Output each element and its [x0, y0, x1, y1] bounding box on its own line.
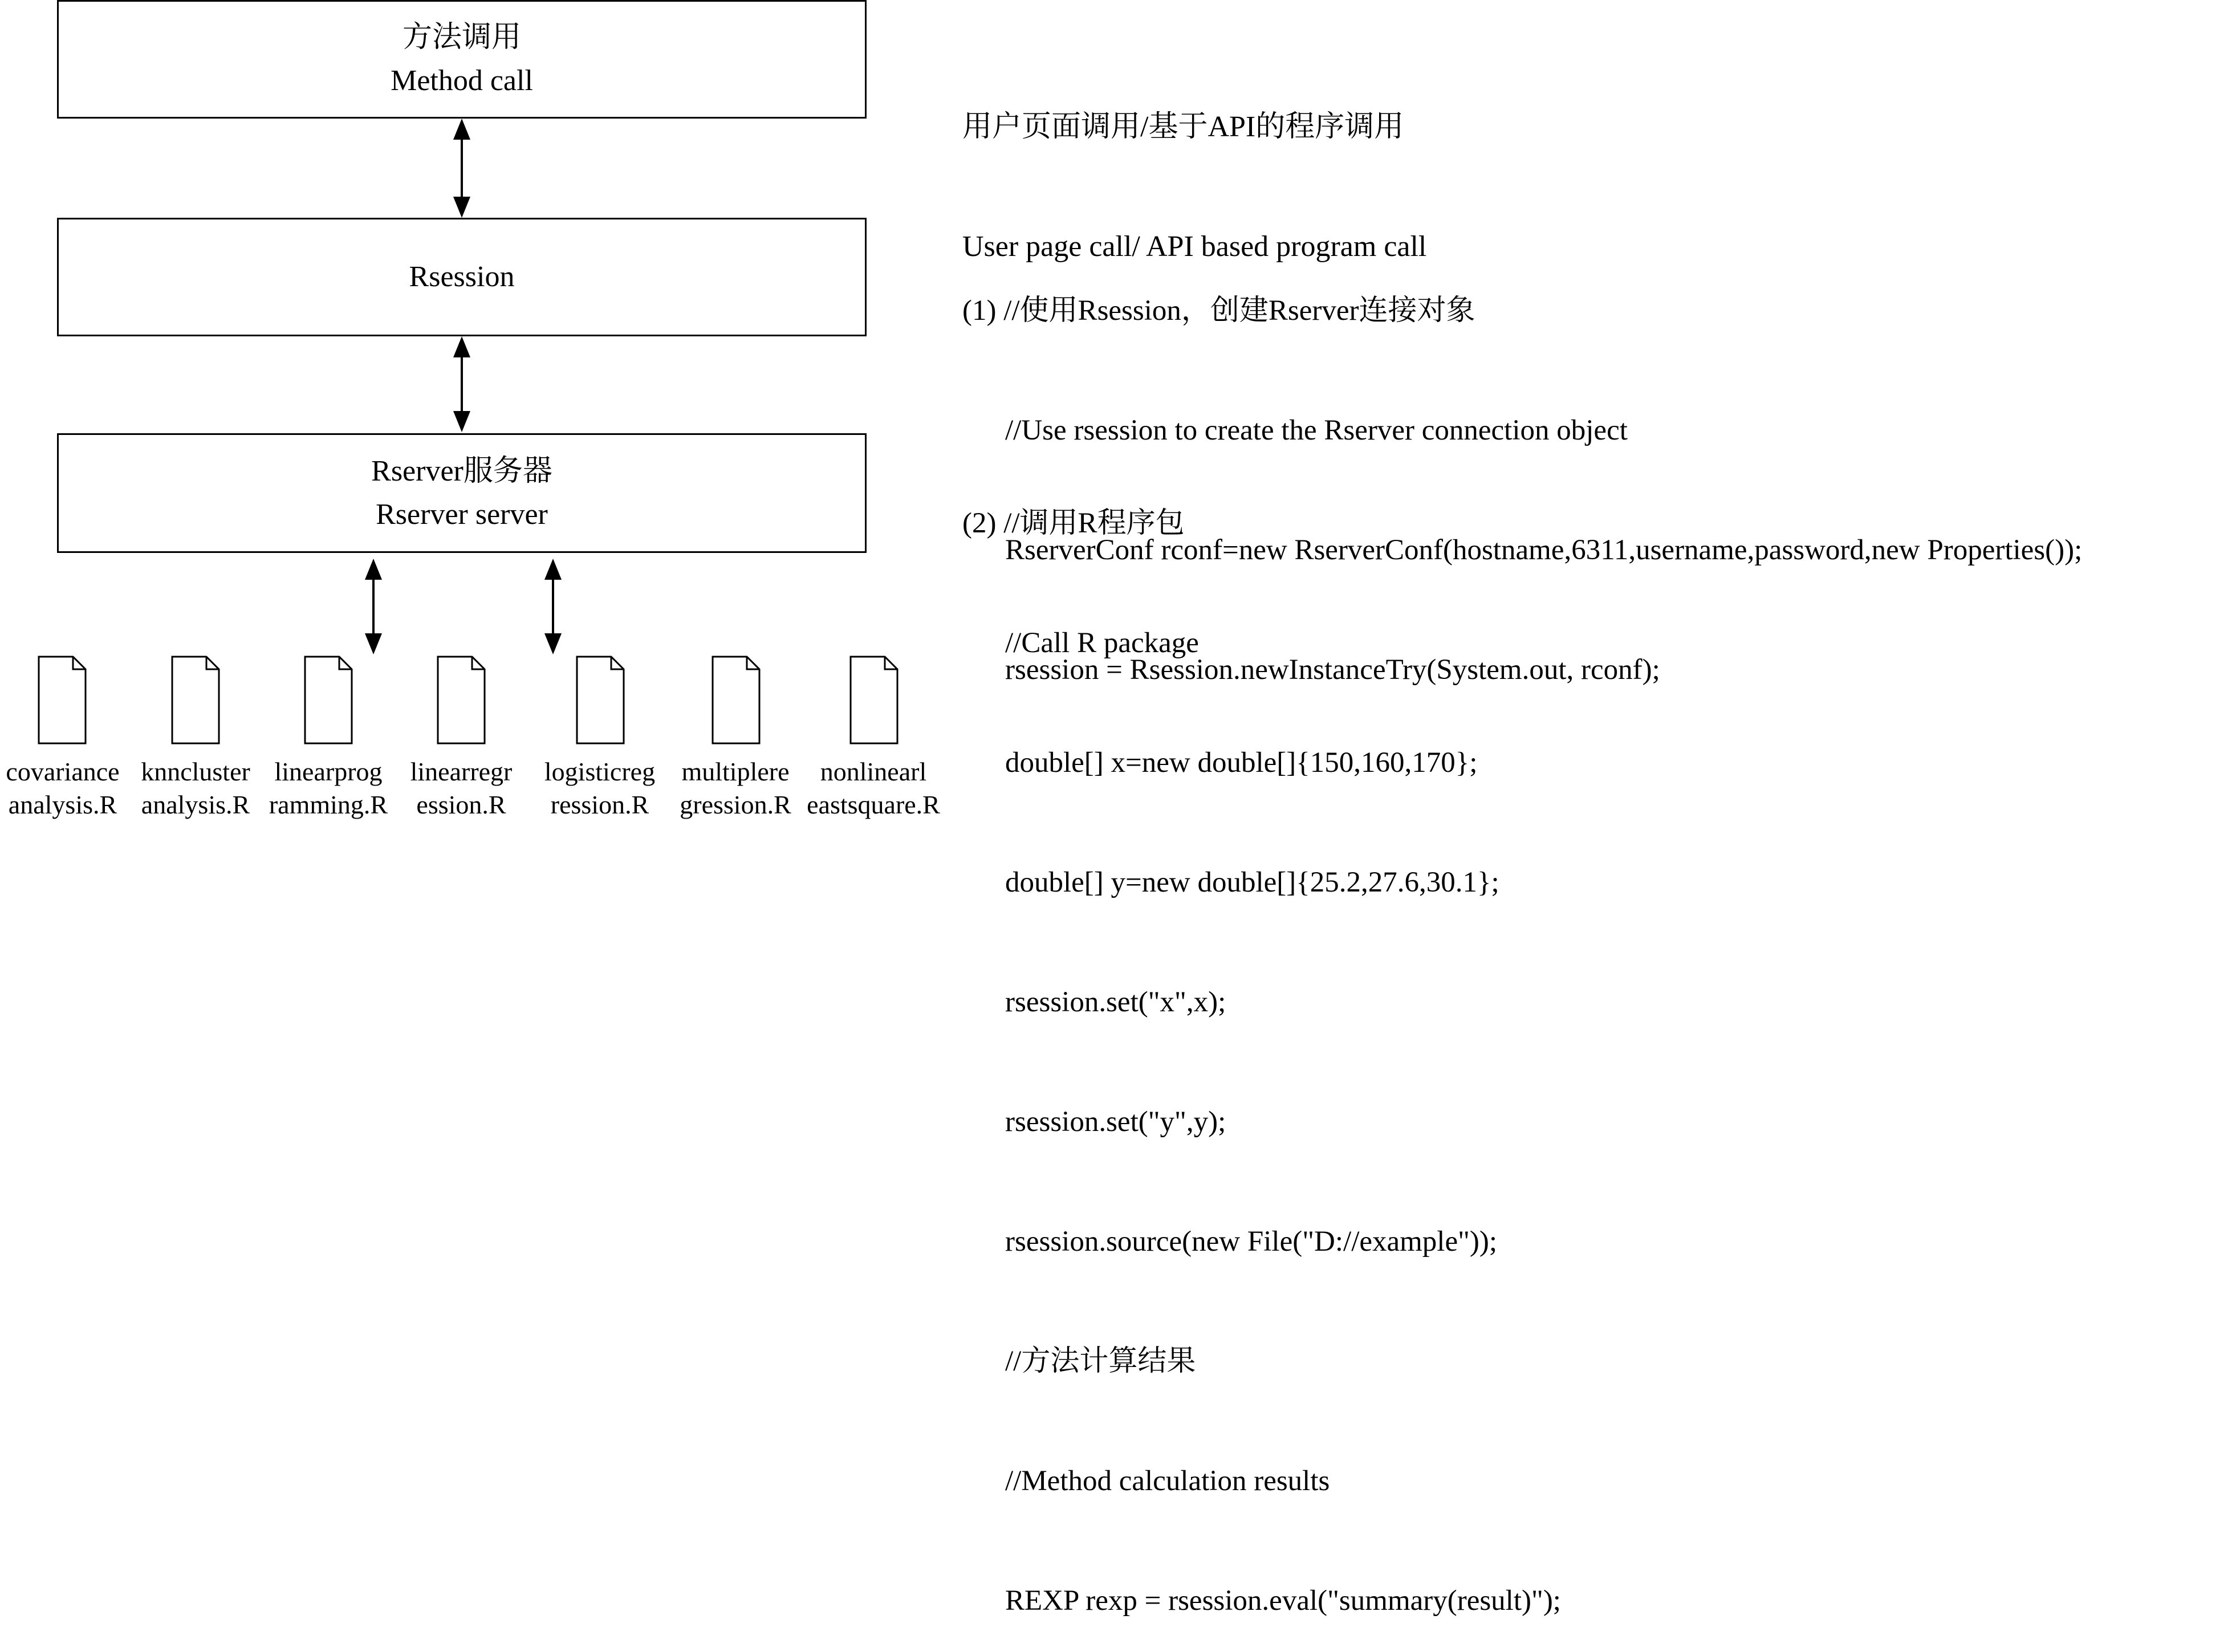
- file-icon: [577, 657, 624, 743]
- step2-code-y: double[] y=new double[]{25.2,27.6,30.1};: [1005, 866, 1499, 898]
- step1-code-conf: RserverConf rconf=new RserverConf(hostname,6311,username,password,new Properties());: [1005, 534, 2083, 566]
- rserver-title-en: Rserver server: [376, 498, 548, 531]
- rsession-title: Rsession: [409, 261, 515, 293]
- step2-set-y: rsession.set("y",y);: [1005, 1106, 1226, 1138]
- file-label-covariance: covariance analysis.R: [6, 757, 120, 819]
- file-icon: [713, 657, 759, 743]
- file-label-linearregr: linearregr ession.R: [410, 757, 513, 819]
- step2-comment: //Call R package: [1005, 627, 1199, 659]
- header-cn: 用户页面调用/基于API的程序调用: [962, 111, 1404, 143]
- header-en: User page call/ API based program call: [962, 230, 1427, 263]
- method-call-title-cn: 方法调用: [402, 21, 521, 54]
- arrow-method-rsession: [453, 119, 470, 218]
- file-icon: [172, 657, 219, 743]
- step2-title: (2) //调用R程序包: [962, 507, 1185, 539]
- rsession-box: [57, 218, 867, 336]
- step1-code-session: rsession = Rsession.newInstanceTry(System.out, rconf);: [1005, 654, 1660, 686]
- step2-comment-en: //Method calculation results: [1005, 1465, 1330, 1497]
- method-call-title-en: Method call: [391, 64, 533, 97]
- step2-comment-cn: //方法计算结果: [1005, 1345, 1196, 1377]
- file-label-linearprog: linearprog ramming.R: [269, 757, 388, 819]
- file-icon: [305, 657, 352, 743]
- file-label-nonlinearl: nonlinearl eastsquare.R: [807, 757, 940, 819]
- step2-code-x: double[] x=new double[]{150,160,170};: [1005, 747, 1478, 779]
- file-label-multiplere: multiplere gression.R: [680, 757, 791, 819]
- step2-set-x: rsession.set("x",x);: [1005, 986, 1226, 1018]
- file-label-knncluster: knncluster analysis.R: [141, 757, 250, 819]
- file-label-logisticreg: logisticreg ression.R: [544, 757, 656, 819]
- file-icon: [39, 657, 86, 743]
- arrow-rserver-files-right: [544, 559, 562, 654]
- arrow-rserver-files-left: [365, 559, 382, 654]
- rserver-box: [57, 433, 867, 553]
- step1-title: (1) //使用Rsession，创建Rserver连接对象: [962, 295, 1475, 327]
- step1-comment: //Use rsession to create the Rserver connection object: [1005, 414, 1628, 446]
- rserver-title-cn: Rserver服务器: [371, 455, 552, 487]
- file-icon: [851, 657, 897, 743]
- method-call-box: [57, 0, 867, 119]
- arrow-rsession-rserver: [453, 336, 470, 432]
- step2-text: [962, 424, 1561, 1652]
- step2-source: rsession.source(new File("D://example"));: [1005, 1226, 1498, 1258]
- step2-eval: REXP rexp = rsession.eval("summary(result)");: [1005, 1585, 1561, 1617]
- file-icon: [438, 657, 485, 743]
